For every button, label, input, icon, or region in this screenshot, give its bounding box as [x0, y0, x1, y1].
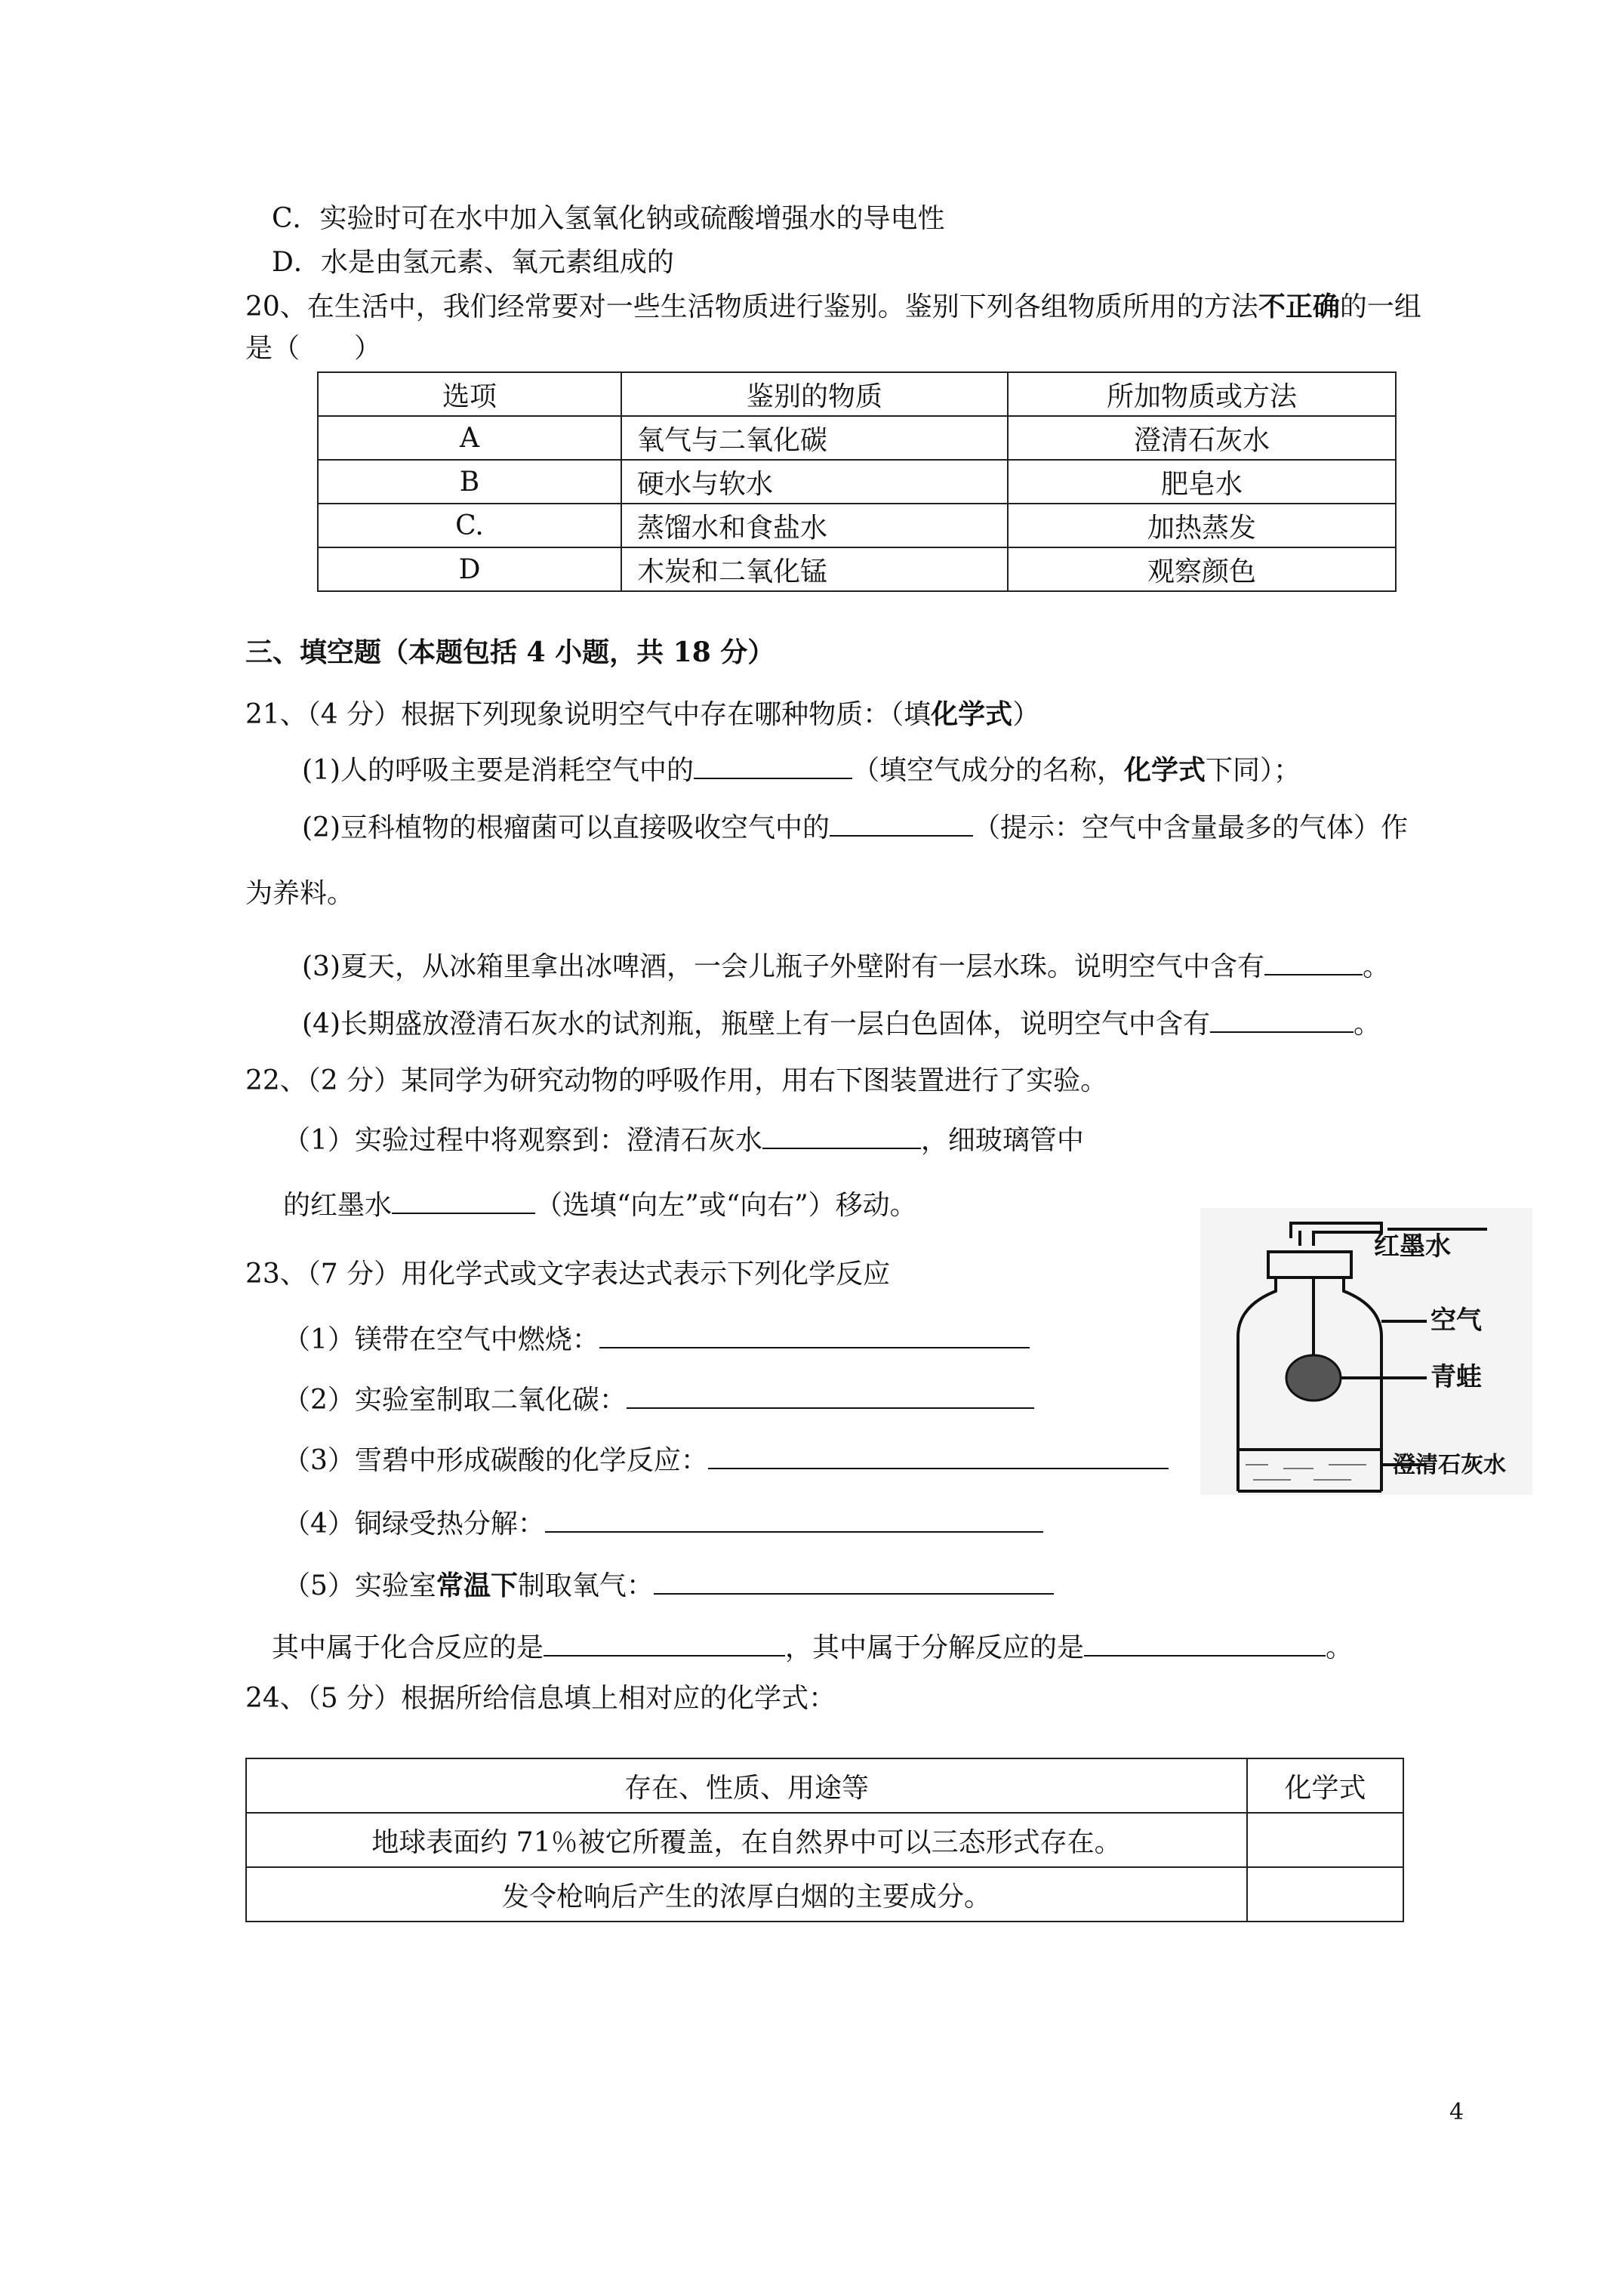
q23-5 [283, 1567, 1054, 1604]
page-number: 4 [1449, 2099, 1464, 2125]
q21-4 [302, 1006, 1381, 1043]
answer-cell[interactable] [1247, 1813, 1403, 1867]
label-red-ink: 红墨水 [1374, 1231, 1451, 1262]
answer-blank[interactable] [599, 1321, 1030, 1348]
q24-table [245, 1758, 1404, 1922]
q22-2-text-end: （选填“向左”或“向右”）移动。 [535, 1190, 917, 1221]
q22-2 [283, 1187, 917, 1224]
answer-cell[interactable] [1247, 1867, 1403, 1922]
answer-blank[interactable] [627, 1382, 1034, 1409]
q21-text: 21、（4 分）根据下列现象说明空气中存在哪种物质：（填 [245, 699, 932, 730]
experiment-apparatus-figure [1200, 1208, 1532, 1495]
q23-5-text-end: 制取氧气： [517, 1570, 654, 1601]
answer-blank[interactable] [545, 1505, 1043, 1533]
q21-3 [302, 948, 1390, 985]
answer-blank[interactable] [762, 1122, 921, 1149]
answer-blank[interactable] [392, 1187, 535, 1214]
q20-emphasis: 不正确 [1258, 291, 1340, 322]
header-cell: 选项 [318, 372, 621, 416]
table-row [318, 460, 1396, 504]
q21-stem [245, 696, 1039, 733]
table-cell: A [318, 416, 621, 460]
q21-1-emphasis: 化学式 [1124, 754, 1206, 786]
q21-1-text: (1)人的呼吸主要是消耗空气中的 [302, 755, 694, 786]
label-frog: 青蛙 [1431, 1362, 1482, 1392]
q22-stem: 22、（2 分）某同学为研究动物的呼吸作用，用右下图装置进行了实验。 [245, 1065, 1108, 1096]
q20-text: 20、在生活中，我们经常要对一些生活物质进行鉴别。鉴别下列各组物质所用的方法 [245, 291, 1258, 322]
table-row [318, 504, 1396, 547]
q21-1-text-b: （填空气成分的名称， [852, 755, 1125, 786]
q21-2-cont: 为养料。 [245, 878, 355, 909]
answer-blank[interactable] [1264, 948, 1363, 975]
q20-stem [245, 288, 1421, 325]
q21-4-text: (4)长期盛放澄清石灰水的试剂瓶，瓶壁上有一层白色固体，说明空气中含有 [302, 1009, 1210, 1040]
answer-blank[interactable] [694, 752, 852, 779]
table-cell: B [318, 460, 621, 504]
q23-4-text: （4）铜绿受热分解： [283, 1509, 545, 1539]
table-row [246, 1813, 1403, 1867]
q23-5-emphasis: 常温下 [436, 1570, 518, 1601]
table-cell: 硬水与软水 [621, 460, 1008, 504]
q23-5-text: （5）实验室 [283, 1570, 436, 1601]
q21-1-text-end: 下同）； [1206, 755, 1301, 786]
header-cell: 存在、性质、用途等 [246, 1758, 1247, 1813]
answer-blank[interactable] [1210, 1006, 1354, 1033]
table-cell: 氧气与二氧化碳 [621, 416, 1008, 460]
q23-summary-text: 其中属于化合反应的是 [272, 1632, 544, 1663]
q23-summary-text-end: 。 [1326, 1632, 1354, 1663]
q22-1-text: （1）实验过程中将观察到：澄清石灰水 [283, 1125, 762, 1156]
table-row [318, 547, 1396, 591]
table-cell: 木炭和二氧化锰 [621, 547, 1008, 591]
table-header-row [318, 372, 1396, 416]
answer-blank[interactable] [1084, 1629, 1326, 1657]
q23-summary-text-b: ，其中属于分解反应的是 [785, 1632, 1085, 1663]
label-limewater: 澄清石灰水 [1393, 1452, 1506, 1478]
section-3-heading: 三、填空题（本题包括 4 小题，共 18 分） [245, 636, 775, 668]
answer-blank[interactable] [654, 1567, 1054, 1595]
q20-stem-cont: 是（ ） [245, 333, 382, 364]
q23-3 [283, 1442, 1169, 1479]
q23-stem: 23、（7 分）用化学式或文字表达式表示下列化学反应 [245, 1259, 891, 1290]
q19-option-d: D．水是由氢元素、氧元素组成的 [272, 247, 674, 278]
answer-blank[interactable] [708, 1442, 1169, 1469]
q23-1 [283, 1321, 1030, 1358]
table-cell: 加热蒸发 [1008, 504, 1396, 547]
table-cell: 地球表面约 71％被它所覆盖，在自然界中可以三态形式存在。 [246, 1813, 1247, 1867]
table-row [318, 416, 1396, 460]
q21-2 [302, 809, 1408, 846]
answer-blank[interactable] [830, 809, 973, 837]
table-header-row [246, 1758, 1403, 1813]
q21-emphasis: 化学式 [931, 698, 1013, 730]
q21-3-text-end: 。 [1363, 951, 1390, 982]
table-cell: 发令枪响后产生的浓厚白烟的主要成分。 [246, 1867, 1247, 1922]
q20-text-end: 的一组 [1339, 291, 1421, 322]
q21-3-text: (3)夏天，从冰箱里拿出冰啤酒，一会儿瓶子外壁附有一层水珠。说明空气中含有 [302, 951, 1264, 982]
label-air: 空气 [1431, 1305, 1482, 1336]
q22-1-text-end: ，细玻璃管中 [920, 1125, 1084, 1156]
q21-4-text-end: 。 [1354, 1009, 1381, 1040]
q21-2-text-b: （提示：空气中含量最多的气体）作 [973, 812, 1409, 843]
table-cell: C. [318, 504, 621, 547]
table-cell: 观察颜色 [1008, 547, 1396, 591]
header-cell: 鉴别的物质 [621, 372, 1008, 416]
answer-blank[interactable] [544, 1629, 785, 1657]
header-cell: 所加物质或方法 [1008, 372, 1396, 416]
header-cell: 化学式 [1247, 1758, 1403, 1813]
q23-4 [283, 1505, 1043, 1542]
q23-2 [283, 1382, 1034, 1419]
table-cell: 澄清石灰水 [1008, 416, 1396, 460]
table-cell: 蒸馏水和食盐水 [621, 504, 1008, 547]
q23-2-text: （2）实验室制取二氧化碳： [283, 1385, 627, 1416]
q23-1-text: （1）镁带在空气中燃烧： [283, 1324, 599, 1355]
q21-text-end: ） [1012, 699, 1040, 730]
q23-3-text: （3）雪碧中形成碳酸的化学反应： [283, 1445, 708, 1476]
table-row [246, 1867, 1403, 1922]
q22-1 [283, 1122, 1084, 1159]
q23-summary [272, 1629, 1353, 1666]
table-cell: 肥皂水 [1008, 460, 1396, 504]
table-cell: D [318, 547, 621, 591]
q21-2-text: (2)豆科植物的根瘤菌可以直接吸收空气中的 [302, 812, 830, 843]
q21-1 [302, 752, 1301, 789]
q22-2-text: 的红墨水 [283, 1190, 393, 1221]
q19-option-c: C．实验时可在水中加入氢氧化钠或硫酸增强水的导电性 [272, 203, 945, 234]
frog-icon [1286, 1355, 1341, 1401]
q20-table [317, 371, 1397, 592]
q24-stem: 24、（5 分）根据所给信息填上相对应的化学式： [245, 1683, 836, 1714]
